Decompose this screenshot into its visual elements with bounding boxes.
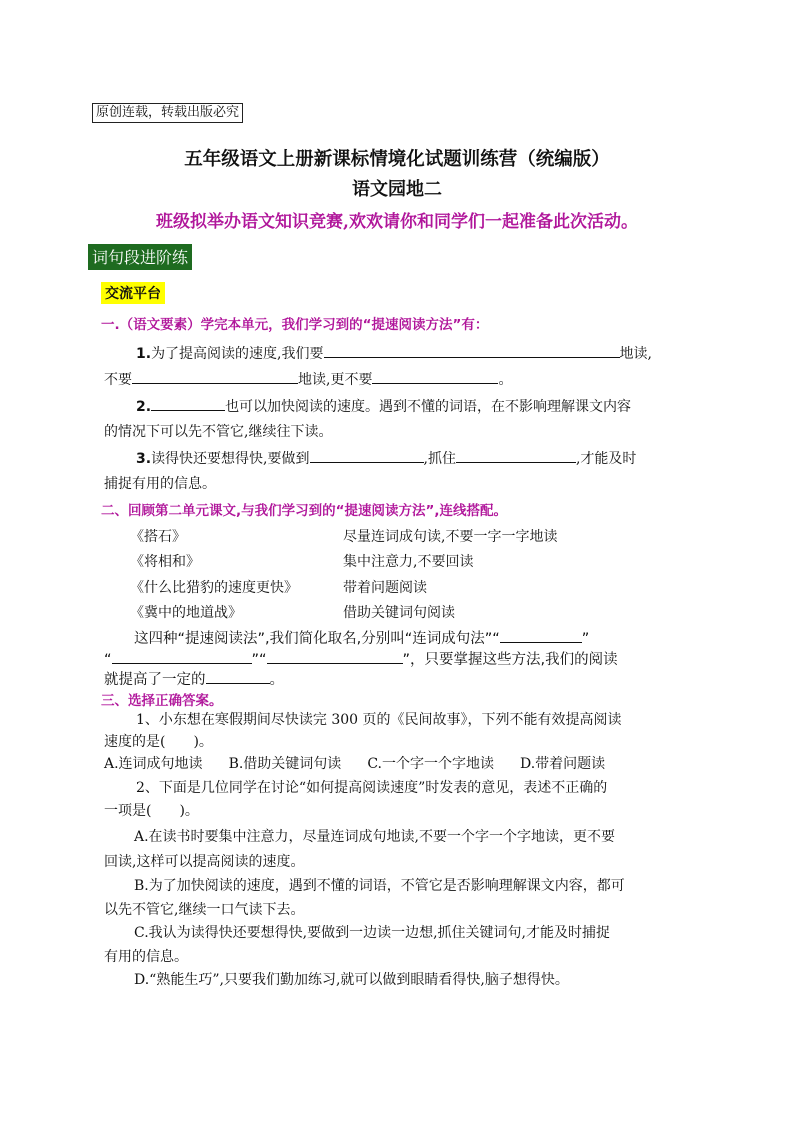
q3-option-c-line2: 有用的信息。: [104, 949, 188, 965]
intro-text: 班级拟举办语文知识竞赛,欢欢请你和同学们一起准备此次活动。: [156, 212, 638, 232]
platform-tag: 交流平台: [101, 282, 165, 304]
section-tag: 词句段进阶练: [88, 244, 192, 270]
q3-option-b-line2: 以先不管它,继续一口气读下去。: [104, 902, 305, 918]
q2-left-item[interactable]: 《搭石》: [130, 529, 186, 545]
q2-summary-text-d: ”“: [251, 652, 267, 668]
q2-summary-text-f: 就提高了一定的: [104, 672, 206, 688]
q3-s2-line1: 2、下面是几位同学在讨论“如何提高阅读速度”时发表的意见，表述不正确的: [136, 780, 608, 796]
q3-s1-option-c[interactable]: C.一个字一个字地读: [367, 756, 494, 772]
q3-s1-option-a[interactable]: A.连词成句地读: [104, 756, 203, 772]
q3-option-a-line1[interactable]: A.在读书时要集中注意力，尽量连词成句地读,不要一个字一个字地读，更不要: [134, 829, 616, 845]
q1-heading: 一.（语文要素）学完本单元，我们学习到的“提速阅读方法”有：: [101, 317, 489, 333]
q3-option-a-line2: 回读,这样可以提高阅读的速度。: [104, 854, 305, 870]
q1-item1-text-e: 。: [498, 372, 513, 388]
q2-summary-text-e: ”，只要掌握这些方法,我们的阅读: [402, 652, 618, 668]
q1-item1-text-c: 不要: [104, 372, 132, 388]
q2-summary-blank2[interactable]: [112, 649, 252, 664]
q1-item3-text-b: ,抓住: [423, 451, 456, 467]
q1-item1-text-d: 地读,更不要: [298, 372, 373, 388]
q2-left-item[interactable]: 《什么比猎豹的速度更快》: [130, 580, 298, 596]
q1-item1-blank2[interactable]: [132, 369, 298, 384]
q1-item3-line2: 捕捉有用的信息。: [104, 476, 216, 492]
q3-s1-option-d[interactable]: D.带着问题读: [519, 756, 606, 772]
q1-item1-blank1[interactable]: [324, 343, 620, 358]
copyright-note: 原创连载，转载出版必究: [92, 103, 243, 123]
q2-summary-text-c: “: [104, 652, 112, 668]
q3-heading: 三、选择正确答案。: [101, 693, 223, 709]
q1-item3-text-c: ,才能及时: [575, 451, 637, 467]
q2-summary-text-g: 。: [269, 672, 284, 688]
q1-item1-blank3[interactable]: [372, 369, 498, 384]
page-title: 五年级语文上册新课标情境化试题训练营（统编版）: [184, 149, 610, 170]
q1-item3-blank2[interactable]: [456, 448, 576, 463]
q3-s1-options: [104, 753, 605, 773]
q3-option-d-line1[interactable]: D.“熟能生巧”,只要我们勤加练习,就可以做到眼睛看得快,脑子想得快。: [134, 972, 569, 988]
q1-item2-text-a: 也可以加快阅读的速度。遇到不懂的词语，在不影响理解课文内容: [225, 399, 632, 415]
q3-s1-line1: 1、小东想在寒假期间尽快读完 300 页的《民间故事》，下列不能有效提高阅读: [136, 712, 622, 728]
q1-item3-blank1[interactable]: [310, 448, 424, 463]
q2-summary-blank1[interactable]: [500, 628, 582, 643]
q3-s1-line2: 速度的是( )。: [104, 734, 213, 750]
q3-option-c-line1[interactable]: C.我认为读得快还要想得快,要做到一边读一边想,抓住关键词句,才能及时捕捉: [134, 925, 611, 941]
q1-item3-text-a: 读得快还要想得快,要做到: [151, 451, 310, 467]
q2-heading: 二、回顾第二单元课文,与我们学习到的“提速阅读方法”,连线搭配。: [101, 503, 508, 519]
q2-summary-text-b: ”: [581, 631, 590, 647]
q1-item2-line1: [136, 396, 631, 416]
q1-item3-number: 3.: [136, 451, 152, 467]
q2-right-item[interactable]: 集中注意力,不要回读: [343, 554, 474, 570]
q2-summary-line3: [104, 668, 284, 689]
q1-item1-text-b: 地读,: [619, 346, 652, 362]
q3-s2-line2: 一项是( )。: [104, 803, 199, 819]
q1-item1-number: 1.: [136, 346, 152, 362]
q2-left-item[interactable]: 《冀中的地道战》: [130, 605, 242, 621]
q2-left-item[interactable]: 《将相和》: [130, 554, 200, 570]
q1-item3-line1: [136, 448, 636, 468]
q2-summary-blank3[interactable]: [267, 649, 403, 664]
q2-right-item[interactable]: 尽量连词成句读,不要一字一字地读: [343, 529, 558, 545]
q1-item1-text-a: 为了提高阅读的速度,我们要: [151, 346, 324, 362]
q2-right-item[interactable]: 借助关键词句阅读: [343, 605, 455, 621]
q1-item2-blank[interactable]: [151, 396, 225, 411]
q3-s1-option-b[interactable]: B.借助关键词句读: [228, 756, 342, 772]
page-subtitle: 语文园地二: [352, 179, 442, 200]
q2-summary-line2: [104, 648, 618, 669]
q3-option-b-line1[interactable]: B.为了加快阅读的速度，遇到不懂的词语，不管它是否影响理解课文内容，都可: [134, 878, 625, 894]
q1-item1-line1: [136, 343, 652, 363]
q2-summary-blank4[interactable]: [206, 669, 270, 684]
q2-right-item[interactable]: 带着问题阅读: [343, 580, 427, 596]
q2-summary-line1: [134, 627, 589, 648]
q1-item2-line2: 的情况下可以先不管它,继续往下读。: [104, 424, 333, 440]
q2-summary-text-a: 这四种“提速阅读法”,我们简化取名,分别叫“连词成句法”“: [134, 631, 500, 647]
q1-item1-line2: [104, 369, 512, 389]
q1-item2-number: 2.: [136, 399, 152, 415]
